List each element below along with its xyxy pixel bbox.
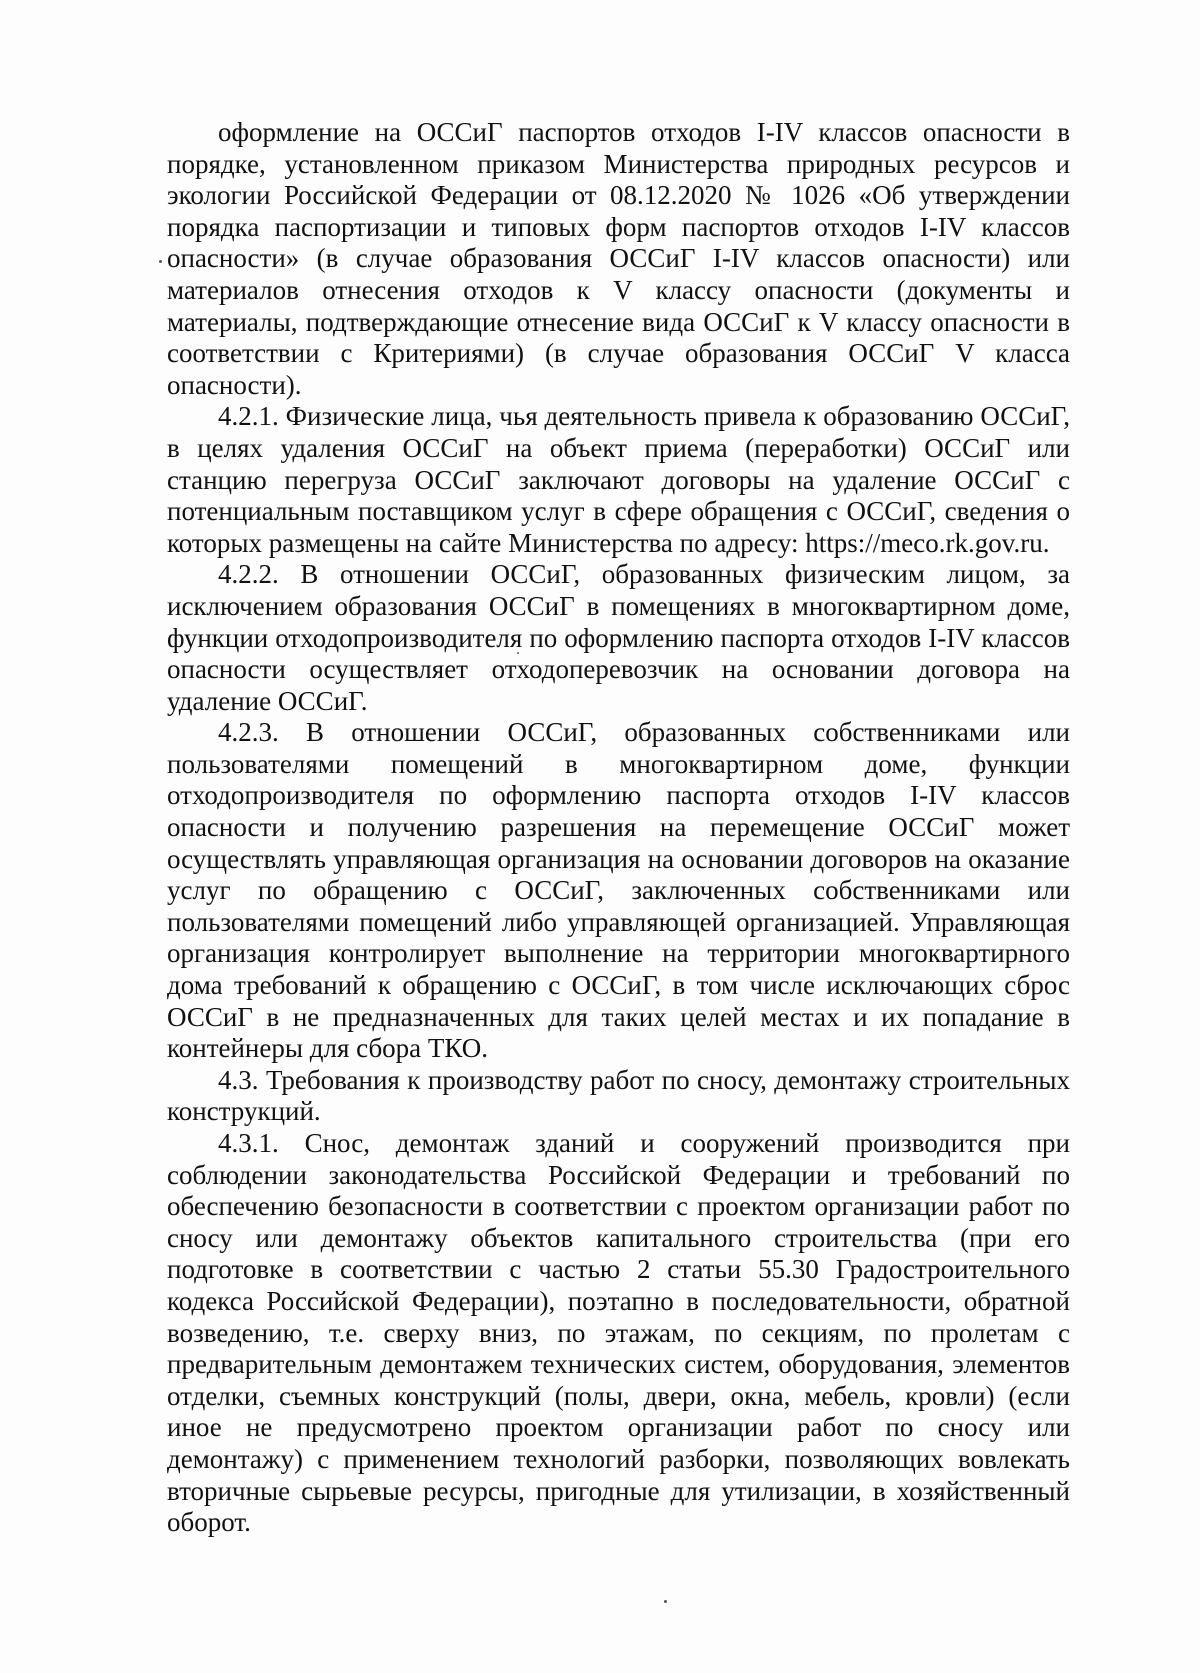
scan-speck	[517, 652, 519, 654]
paragraph-4-2-1: 4.2.1. Физические лица, чья деятельность привела к образованию ОССиГ, в целях удаления ОССиГ на объект приема (переработки) ОССиГ или станцию перегруза ОССиГ заключают договоры на удаление ОССиГ с потенциальным поставщиком услуг в сфере обращения с ОССиГ, сведения о которых размещены на сайте Министерства по адресу: https://meco.rk.gov.ru.	[167, 401, 1070, 558]
paragraph-4-3-1: 4.3.1. Снос, демонтаж зданий и сооружений производится при соблюдении законодательства Российской Федерации и требований по обеспечению безопасности в соответствии с проектом организации работ по сносу или демонтажу объектов капитального строительства (при его подготовке в соответствии с частью 2 статьи 55.30 Градостроительного кодекса Российской Федерации), поэтапно в последовательности, обратной возведению, т.е. сверху вниз, по этажам, по секциям, по пролетам с предварительным демонтажем технических систем, оборудования, элементов отделки, съемных конструкций (полы, двери, окна, мебель, кровли) (если иное не предусмотрено проектом организации работ по сносу или демонтажу) с применением технологий разборки, позволяющих вовлекать вторичные сырьевые ресурсы, пригодные для утилизации, в хозяйственный оборот.	[167, 1128, 1070, 1538]
paragraph-4-2-3: 4.2.3. В отношении ОССиГ, образованных собственниками или пользователями помещений в многоквартирном доме, функции отходопроизводителя по оформлению паспорта отходов I-IV классов опасности и получению разрешения на перемещение ОССиГ может осуществлять управляющая организация на основании договоров на оказание услуг по обращению с ОССиГ, заключенных собственниками или пользователями помещений либо управляющей организацией. Управляющая организация контролирует выполнение на территории многоквартирного дома требований к обращению с ОССиГ, в том числе исключающих сброс ОССиГ в не предназначенных для таких целей местах и их попадание в контейнеры для сбора ТКО.	[167, 717, 1070, 1064]
document-body	[167, 117, 1070, 1539]
scan-speck	[159, 260, 162, 263]
paragraph-waste-passport: оформление на ОССиГ паспортов отходов I-IV классов опасности в порядке, установленном приказом Министерства природных ресурсов и экологии Российской Федерации от 08.12.2020 № 1026 «Об утверждении порядка паспортизации и типовых форм паспортов отходов I-IV классов опасности» (в случае образования ОССиГ I-IV классов опасности) или материалов отнесения отходов к V классу опасности (документы и материалы, подтверждающие отнесение вида ОССиГ к V классу опасности в соответствии с Критериями) (в случае образования ОССиГ V класса опасности).	[167, 117, 1070, 400]
scan-speck	[664, 1600, 667, 1603]
paragraph-4-2-2: 4.2.2. В отношении ОССиГ, образованных физическим лицом, за исключением образования ОССиГ в помещениях в многоквартирном доме, функции отходопроизводителя по оформлению паспорта отходов I-IV классов опасности осуществляет отходоперевозчик на основании договора на удаление ОССиГ.	[167, 559, 1070, 716]
section-heading-4-3: 4.3. Требования к производству работ по сносу, демонтажу строительных конструкций.	[167, 1064, 1070, 1127]
